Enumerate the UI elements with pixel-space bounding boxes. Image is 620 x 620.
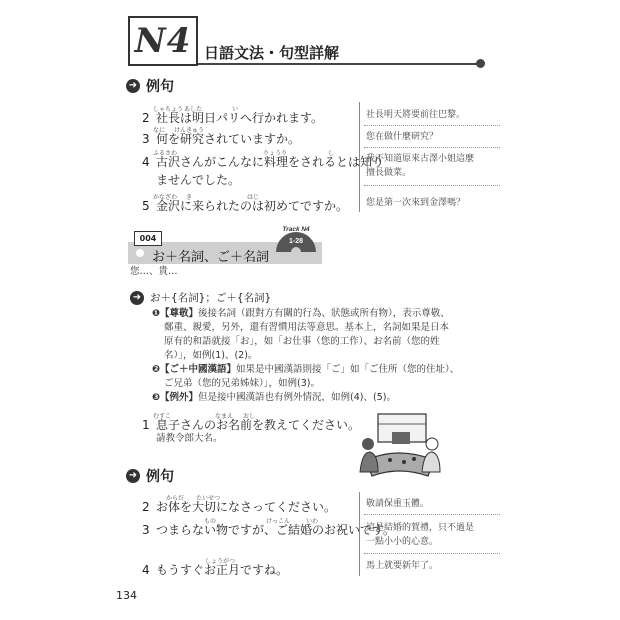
audio-track-badge xyxy=(274,222,318,252)
furigana: けんきゅう xyxy=(174,127,205,134)
translation: 社長明天將要前往巴黎。 xyxy=(366,110,466,120)
track-label: Track N4 xyxy=(282,226,310,233)
level-badge xyxy=(128,16,198,66)
example-text: 息子さんのお名前を教えてください。 xyxy=(156,418,361,432)
furigana: からだ xyxy=(166,495,185,502)
furigana: あした xyxy=(184,106,203,113)
example-text: 社長は明日パリへ行かれます。 xyxy=(156,111,324,125)
furigana: し xyxy=(328,150,335,157)
furigana: けっこん xyxy=(266,518,291,525)
example-sentence xyxy=(142,130,300,147)
translation: 請教令郎大名。 xyxy=(156,433,223,444)
example-text: 金沢に来られたのは初めてですか。 xyxy=(156,199,349,213)
furigana: ふるさわ xyxy=(153,150,178,157)
explanation-2 xyxy=(152,363,502,391)
arrow-right-icon: ➜ xyxy=(130,291,144,305)
explanation-text: 原有的和語就接「お」，如「お仕事（您的工作）、お名前（您的姓 xyxy=(164,336,440,347)
translation-continued: 一點小小的心意。 xyxy=(366,537,439,547)
example-sentence xyxy=(142,521,395,538)
explanation-text: 後接名詞（跟對方有關的行為、狀態或所有物），表示尊敬、 xyxy=(198,308,450,319)
example-text: 何を研究されていますか。 xyxy=(156,132,301,146)
pattern-formula: お＋{名詞}；ご＋{名詞} xyxy=(150,292,272,304)
example-sentence xyxy=(142,498,336,515)
furigana: りょうり xyxy=(263,150,288,157)
explanation-label: ❷【ご＋中國漢語】 xyxy=(152,364,237,375)
track-number: 1-28 xyxy=(288,238,304,245)
explanation-text: 但是接中國漢語也有例外情況，如例(4)、(5)。 xyxy=(198,392,396,403)
example-number: 4 xyxy=(142,155,150,169)
page-number: 134 xyxy=(116,589,137,602)
translation-rule xyxy=(364,514,500,516)
explanation-3 xyxy=(152,391,502,405)
explanation-label: ❶【尊敬】 xyxy=(152,308,199,319)
header-rule-dot xyxy=(476,59,485,68)
translation-rule xyxy=(364,553,500,555)
furigana: しょうがつ xyxy=(205,558,236,565)
section-heading-label: 例句 xyxy=(146,79,174,95)
example-text-continued: ませんでした。 xyxy=(156,173,241,187)
grammar-title: お＋名詞、ご＋名詞 xyxy=(152,250,270,265)
example-sentence xyxy=(142,561,288,578)
example-text: お体を大切になさってください。 xyxy=(156,500,337,514)
furigana: い xyxy=(232,106,239,113)
header-rule xyxy=(198,63,480,65)
explanation-text: ご兄弟（您的兄弟姊妹）」，如例(3)。 xyxy=(164,378,320,389)
section-heading-examples xyxy=(126,466,174,486)
translation: 馬上就要新年了。 xyxy=(366,561,439,571)
section-heading-examples xyxy=(126,76,174,96)
translation: 我不知道原來古澤小姐這麼 xyxy=(366,154,475,164)
translation-rule xyxy=(364,147,500,149)
example-number: 5 xyxy=(142,199,150,213)
example-sentence xyxy=(142,153,384,170)
explanation-label: ❸【例外】 xyxy=(152,392,199,403)
translation: 敬請保重玉體。 xyxy=(366,499,430,509)
furigana: かなざわ xyxy=(153,194,178,201)
level-badge-text: N4 xyxy=(134,21,192,61)
translation: 這是結婚的賀禮，只不過是 xyxy=(366,523,475,533)
chapter-title: 日語文法・句型詳解 xyxy=(204,44,340,62)
furigana: なまえ xyxy=(215,413,234,420)
example-number: 3 xyxy=(142,132,150,146)
furigana: おし xyxy=(243,413,256,420)
furigana: しゃちょう xyxy=(153,106,184,113)
pattern-formula-row xyxy=(130,290,271,305)
translation-rule xyxy=(364,185,500,187)
grammar-number: 004 xyxy=(134,231,162,246)
section-heading-label: 例句 xyxy=(146,469,174,485)
example-text: もうすぐお正月ですね。 xyxy=(156,563,289,577)
example-text: つまらない物ですが、ご結婚のお祝いです。 xyxy=(156,523,396,537)
example-number: 3 xyxy=(142,523,150,537)
arrow-right-icon: ➜ xyxy=(126,469,140,483)
furigana: いわ xyxy=(306,518,319,525)
explanation-1 xyxy=(152,307,502,363)
translation-rule xyxy=(364,125,500,127)
example-sentence xyxy=(142,197,348,214)
explanation-text: 鄭重、親愛，另外，還有習慣用法等意思。基本上，名詞如果是日本 xyxy=(164,322,450,333)
translation: 您是第一次來到金澤嗎？ xyxy=(366,198,466,208)
translation-continued: 擅長做菜。 xyxy=(366,168,412,178)
explanation-text: 名）」，如例(1)、(2)。 xyxy=(164,350,258,361)
grammar-meaning: 您…、貴… xyxy=(130,266,178,277)
people-at-table-illustration xyxy=(356,410,442,482)
furigana: なに xyxy=(153,127,166,134)
example-number: 2 xyxy=(142,111,150,125)
example-number: 1 xyxy=(142,418,150,432)
example-number: 2 xyxy=(142,500,150,514)
translation: 您在做什麼研究？ xyxy=(366,132,439,142)
furigana: たいせつ xyxy=(196,495,221,502)
example-sentence xyxy=(142,109,323,126)
arrow-right-icon: ➜ xyxy=(126,79,140,93)
example-number: 4 xyxy=(142,563,150,577)
bullet-dot-icon xyxy=(136,249,144,257)
example-text: 古沢さんがこんなに料理をされるとは知り xyxy=(156,155,385,169)
furigana: むすこ xyxy=(153,413,172,420)
furigana: き xyxy=(186,194,193,201)
explanation-text: 如果是中國漢語則接「ご」如「ご住所（您的住址）、 xyxy=(236,364,460,375)
furigana: もの xyxy=(204,518,217,525)
example-sentence xyxy=(142,416,360,433)
furigana: はじ xyxy=(247,194,260,201)
